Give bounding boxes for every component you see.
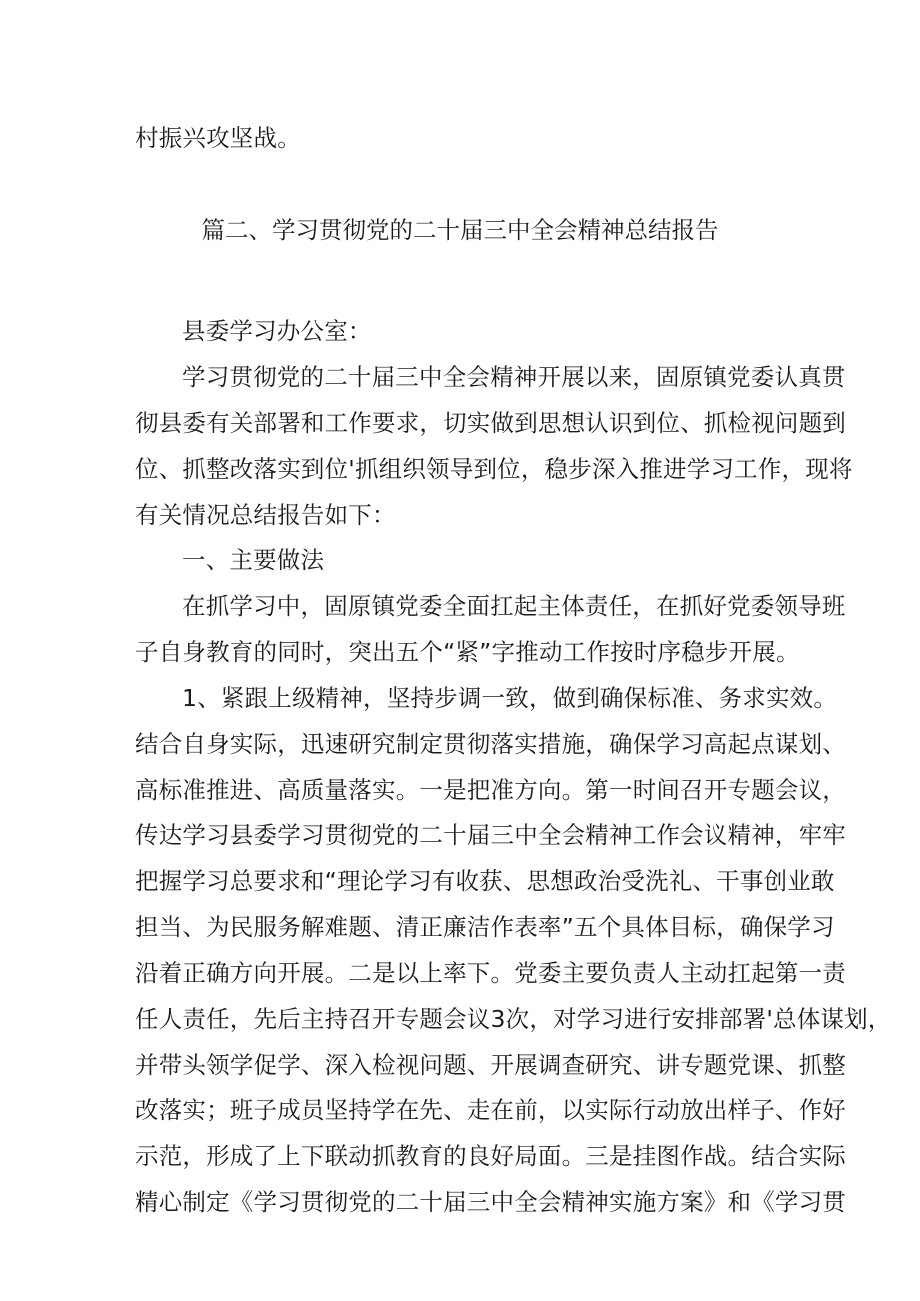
point1-line-5: 把握学习总要求和“理论学习有收获、思想政治受洗礼、干事创业敢 [135,867,835,895]
point1-line-7: 沿着正确方向开展。二是以上率下。党委主要负责人主动扛起第一责 [135,959,846,987]
document-title: 篇二、学习贯彻党的二十届三中全会精神总结报告 [201,216,719,244]
point1-line-12: 精心制定《学习贯彻党的二十届三中全会精神实施方案》和《学习贯 [135,1188,846,1216]
point1-line-8: 任人责任，先后主持召开专题会议3次，对学习进行安排部署'总体谋划， [135,1005,892,1033]
point1-line-4: 传达学习县委学习贯彻党的二十届三中全会精神工作会议精神，牢牢 [135,821,846,849]
point1-line-6: 担当、为民服务解难题、清正廉洁作表率”五个具体目标，确保学习 [135,913,835,941]
intro-line-3: 位、抓整改落实到位'抓组织领导到位，稳步深入推进学习工作，现将 [135,455,853,483]
point1-line-1: 1、紧跟上级精神，坚持步调一致，做到确保标准、务求实效。 [182,684,838,712]
section-heading: 一、主要做法 [182,546,325,574]
intro-line-4: 有关情况总结报告如下： [135,501,396,529]
salutation: 县委学习办公室： [182,317,372,345]
point1-line-10: 改落实；班子成员坚持学在先、走在前，以实际行动放出样子、作好 [135,1096,846,1124]
intro-line-1: 学习贯彻党的二十届三中全会精神开展以来，固原镇党委认真贯 [182,363,846,391]
point1-line-9: 并带头领学促学、深入检视问题、开展调查研究、讲专题党课、抓整 [135,1051,846,1079]
section-para-line-1: 在抓学习中，固原镇党委全面扛起主体责任，在抓好党委领导班 [182,592,846,620]
point1-line-2: 结合自身实际，迅速研究制定贯彻落实措施，确保学习高起点谋划、 [135,730,846,758]
point1-line-11: 示范，形成了上下联动抓教育的良好局面。三是挂图作战。结合实际 [135,1142,846,1170]
point1-line-3: 高标准推进、高质量落实。一是把准方向。第一时间召开专题会议， [135,776,846,804]
section-para-line-2: 子自身教育的同时，突出五个“紧”字推动工作按时序稳步开展。 [135,638,800,666]
carryover-line: 村振兴攻坚战。 [135,124,301,152]
intro-line-2: 彻县委有关部署和工作要求，切实做到思想认识到位、抓检视问题到 [135,409,846,437]
